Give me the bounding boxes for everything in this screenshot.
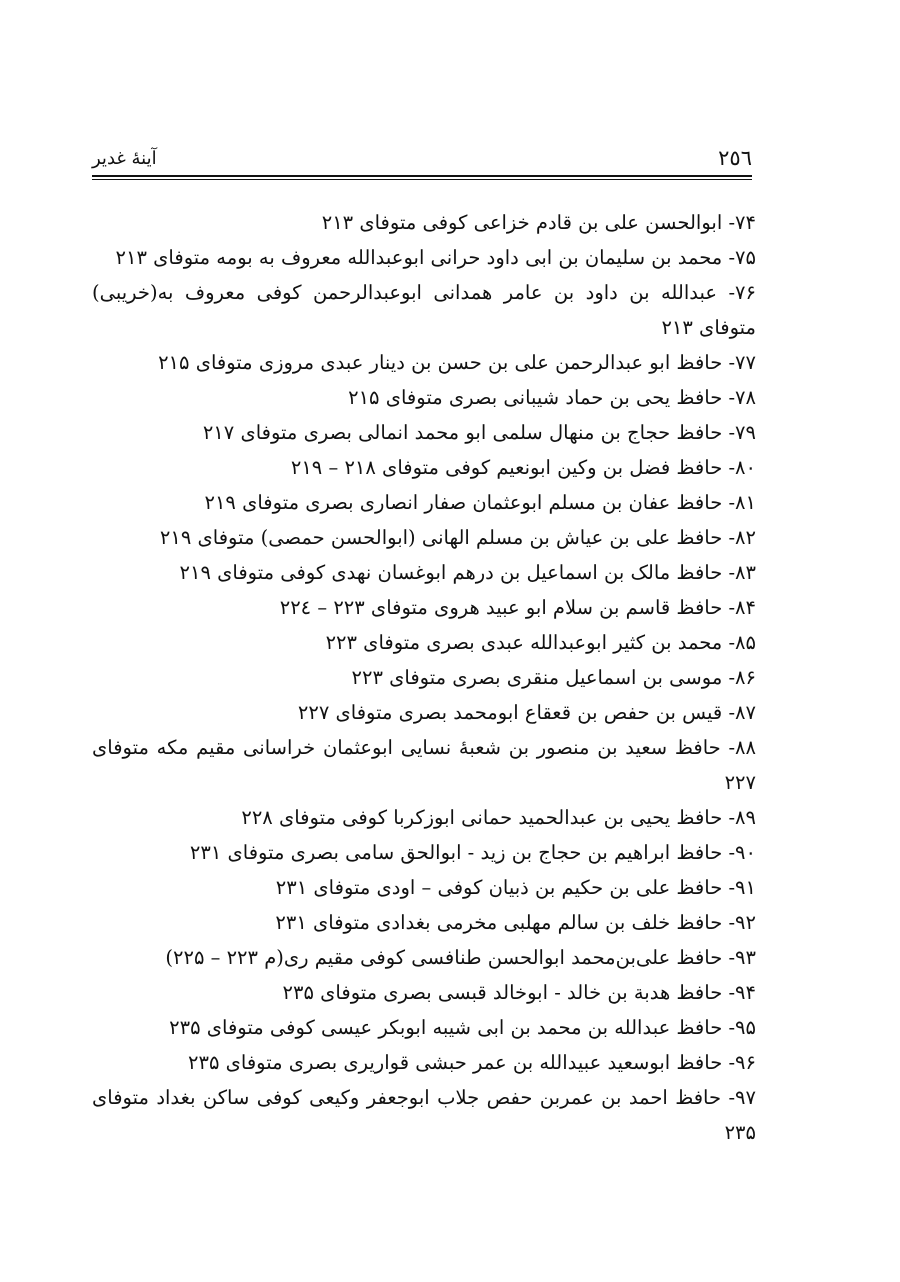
running-title: آينهٔ غدير bbox=[92, 148, 157, 169]
list-item: ۸۸- حافظ سعید بن منصور بن شعبهٔ نسایی ابوعثمان خراسانی مقیم مکه متوفای ۲۲۷ bbox=[92, 736, 756, 794]
list-item: ۸۳- حافظ مالک بن اسماعیل بن درهم ابوغسان نهدی کوفی متوفای ۲۱۹ bbox=[179, 561, 756, 584]
list-item: ۷۹- حافظ حجاج بن منهال سلمی ابو محمد انمالی بصری متوفای ۲۱۷ bbox=[202, 421, 756, 444]
page-number: ۲٥٦ bbox=[718, 146, 752, 170]
list-item: ۷۴- ابوالحسن علی بن قادم خزاعی کوفی متوفای ۲۱۳ bbox=[321, 211, 756, 234]
list-item: ۹۴- حافظ هدبة بن خالد - ابوخالد قبسی بصری متوفای ۲۳۵ bbox=[282, 981, 756, 1004]
list-item: ۸۲- حافظ علی بن عیاش بن مسلم الهانی (ابوالحسن حمصی) متوفای ۲۱۹ bbox=[159, 526, 756, 549]
list-item: ۸۵- محمد بن کثیر ابوعبدالله عبدی بصری متوفای ۲۲۳ bbox=[325, 631, 756, 654]
list-item: ۸۶- موسی بن اسماعیل منقری بصری متوفای ۲۲۳ bbox=[351, 666, 756, 689]
header-rule-thin bbox=[92, 179, 752, 180]
list-item: ۹۱- حافظ علی بن حکیم بن ذبیان کوفی – اودی متوفای ۲۳۱ bbox=[275, 876, 756, 899]
list-item: ۹۳- حافظ علی‌بن‌محمد ابوالحسن طنافسی کوفی مقیم ری(م ۲۲۳ – ۲۲۵) bbox=[165, 946, 756, 969]
list-item: ۹۷- حافظ احمد بن عمربن حفص جلاب ابوجعفر وکیعی کوفی ساکن بغداد متوفای ۲۳۵ bbox=[92, 1086, 756, 1144]
list-item: ۸۴- حافظ قاسم بن سلام ابو عبید هروی متوفای ۲۲۳ – ۲۲٤ bbox=[279, 596, 756, 619]
page-header bbox=[92, 140, 752, 176]
narrator-list bbox=[92, 205, 756, 1150]
list-item: ۷۷- حافظ ابو عبدالرحمن علی بن حسن بن دینار عبدی مروزی متوفای ۲۱۵ bbox=[158, 351, 756, 374]
list-item: ۷۵- محمد بن سلیمان بن ابی داود حرانی ابوعبدالله معروف به بومه متوفای ۲۱۳ bbox=[115, 246, 756, 269]
list-item: ۹۰- حافظ ابراهیم بن حجاج بن زید - ابوالحق سامی بصری متوفای ۲۳۱ bbox=[189, 841, 756, 864]
list-item: ۹۵- حافظ عبدالله بن محمد بن ابی شیبه ابوبکر عیسی کوفی متوفای ۲۳۵ bbox=[169, 1016, 756, 1039]
list-item: ۸۰- حافظ فضل بن وکین ابونعیم کوفی متوفای ۲۱۸ – ۲۱۹ bbox=[290, 456, 756, 479]
header-rule-thick bbox=[92, 175, 752, 177]
list-item: ۹۲- حافظ خلف بن سالم مهلبی مخرمی بغدادی متوفای ۲۳۱ bbox=[275, 911, 756, 934]
list-item: ۸۹- حافظ یحیی بن عبدالحمید حمانی ابوزکربا کوفی متوفای ۲۲۸ bbox=[241, 806, 756, 829]
list-item: ۸۷- قیس بن حفص بن قعقاع ابومحمد بصری متوفای ۲۲۷ bbox=[297, 701, 756, 724]
list-item: ۹۶- حافظ ابوسعید عبیدالله بن عمر حبشی قواریری بصری متوفای ۲۳۵ bbox=[188, 1051, 756, 1074]
list-item: ۷۸- حافظ یحی بن حماد شیبانی بصری متوفای ۲۱۵ bbox=[348, 386, 756, 409]
list-item: ۷۶- عبدالله بن داود بن عامر همدانی ابوعبدالرحمن کوفی معروف به(خریبی) متوفای ۲۱۳ bbox=[92, 281, 756, 339]
list-item: ۸۱- حافظ عفان بن مسلم ابوعثمان صفار انصاری بصری متوفای ۲۱۹ bbox=[204, 491, 756, 514]
